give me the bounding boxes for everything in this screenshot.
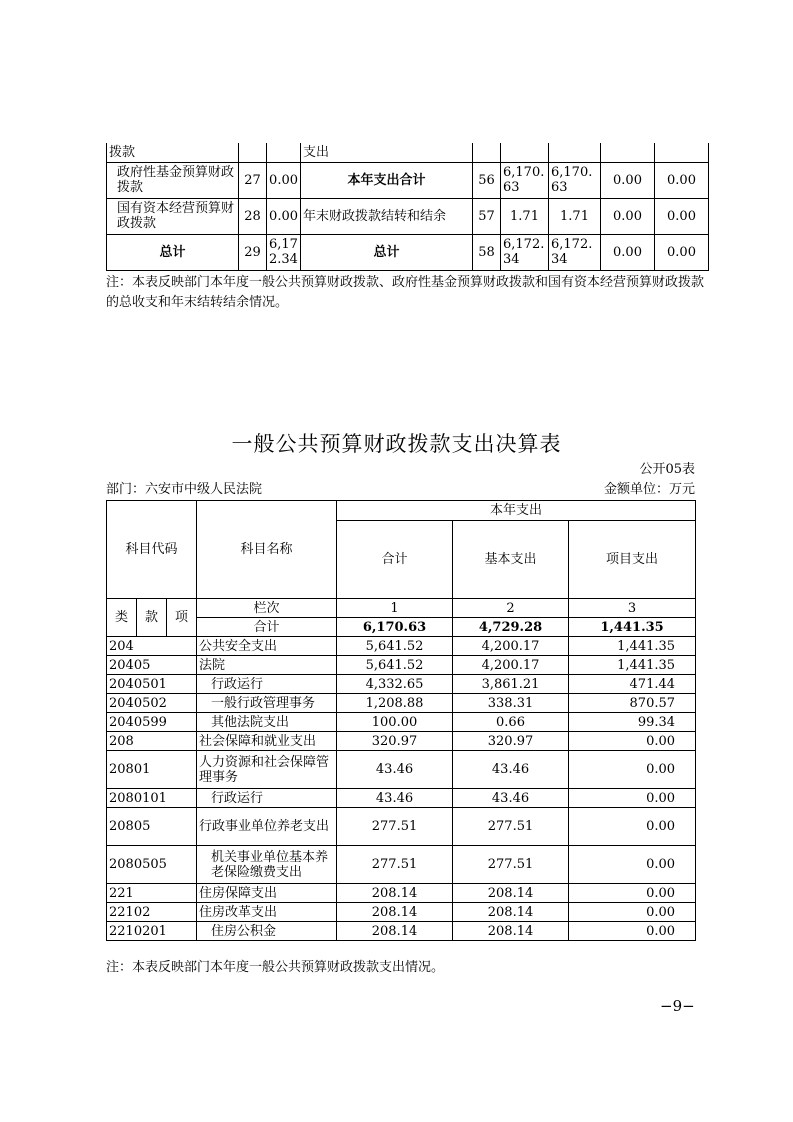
row-code: 2080505 [107,846,197,884]
page-number: −9− [660,997,695,1015]
income-expense-summary-table [106,143,709,271]
cell-value [549,143,601,162]
department-label: 部门：六安市中级人民法院 [106,482,263,497]
cell-value: 0.00 [655,198,709,234]
row-basic: 338.31 [453,694,569,713]
header-total: 合计 [337,521,453,599]
cell-value: 6,170.63 [549,162,601,198]
table-row [107,675,696,694]
row-label: 总计 [107,234,239,270]
row-total: 4,332.65 [337,675,453,694]
row-label: 国有资本经营预算财政拨款 [107,198,239,234]
form-number: 公开05表 [639,462,695,477]
row-total: 5,641.52 [337,637,453,656]
row-name: 公共安全支出 [197,637,337,656]
table-row [107,732,696,751]
top-table-note [106,273,706,313]
cell-value: 0.00 [267,198,301,234]
header-name: 科目名称 [197,501,337,599]
cell-value: 0.00 [267,162,301,198]
table-row [107,922,696,941]
cell-value: 6,172.34 [549,234,601,270]
row-basic: 43.46 [453,789,569,808]
cell-value: 0.00 [655,234,709,270]
page-title: 一般公共预算财政拨款支出决算表 [231,432,562,456]
cell-value: 0.00 [601,198,655,234]
header-column-no: 栏次 [197,599,337,618]
col-2: 2 [453,599,569,618]
row-code: 2040502 [107,694,197,713]
row-code: 20801 [107,751,197,789]
row-number [473,143,501,162]
row-total: 43.46 [337,751,453,789]
table-row [107,903,696,922]
col-3: 3 [569,599,696,618]
cell-value: 1.71 [501,198,549,234]
cell-value [601,143,655,162]
row-total: 208.14 [337,922,453,941]
unit-label: 金额单位：万元 [603,482,695,497]
row-basic: 208.14 [453,922,569,941]
table-row [107,808,696,846]
row-label: 支出 [301,143,473,162]
row-code: 208 [107,732,197,751]
note-line: 的总收支和年末结转结余情况。 [106,295,289,310]
sum-basic: 4,729.28 [453,618,569,637]
row-project: 0.00 [569,903,696,922]
row-name: 机关事业单位基本养老保险缴费支出 [197,846,337,884]
row-project: 0.00 [569,922,696,941]
note-line: 注：本表反映部门本年度一般公共预算财政拨款、政府性基金预算财政拨款和国有资本经营预算财政拨款 [106,275,705,290]
row-code: 22102 [107,903,197,922]
cell-value: 6,172.34 [267,234,301,270]
row-total: 320.97 [337,732,453,751]
row-basic: 208.14 [453,884,569,903]
row-code: 20805 [107,808,197,846]
row-project: 0.00 [569,884,696,903]
row-number: 29 [239,234,267,270]
row-total: 43.46 [337,789,453,808]
row-code: 20405 [107,656,197,675]
row-name: 行政运行 [197,675,337,694]
header-project: 项目支出 [569,521,696,599]
row-number: 27 [239,162,267,198]
row-project: 0.00 [569,789,696,808]
cell-value: 0.00 [601,234,655,270]
table-row [107,198,709,234]
row-label: 政府性基金预算财政拨款 [107,162,239,198]
sum-total: 6,170.63 [337,618,453,637]
table-row [107,846,696,884]
row-code: 2080101 [107,789,197,808]
row-name: 行政事业单位养老支出 [197,808,337,846]
table-row [107,143,709,162]
row-total: 277.51 [337,846,453,884]
row-name: 其他法院支出 [197,713,337,732]
row-basic: 0.66 [453,713,569,732]
table-row [107,751,696,789]
row-project: 99.34 [569,713,696,732]
cell-value: 1.71 [549,198,601,234]
row-code: 2040501 [107,675,197,694]
header-xiang: 项 [167,599,197,637]
row-label: 本年支出合计 [301,162,473,198]
row-project: 870.57 [569,694,696,713]
row-basic: 4,200.17 [453,656,569,675]
table-row [107,713,696,732]
cell-value: 6,170.63 [501,162,549,198]
header-row [107,501,696,521]
row-project: 0.00 [569,732,696,751]
table-row [107,789,696,808]
table-row [107,694,696,713]
row-name: 住房保障支出 [197,884,337,903]
row-total: 208.14 [337,903,453,922]
row-project: 471.44 [569,675,696,694]
row-project: 0.00 [569,846,696,884]
main-table-note: 注：本表反映部门本年度一般公共预算财政拨款支出情况。 [106,960,445,975]
row-label: 年末财政拨款结转和结余 [301,198,473,234]
row-basic: 277.51 [453,808,569,846]
header-lei: 类 [107,599,137,637]
header-code: 科目代码 [107,501,197,599]
cell-value [501,143,549,162]
row-total: 1,208.88 [337,694,453,713]
row-basic: 320.97 [453,732,569,751]
row-name: 社会保障和就业支出 [197,732,337,751]
row-name: 住房改革支出 [197,903,337,922]
row-basic: 208.14 [453,903,569,922]
row-number: 58 [473,234,501,270]
cell-value [655,143,709,162]
table-row [107,884,696,903]
row-total: 100.00 [337,713,453,732]
sum-project: 1,441.35 [569,618,696,637]
sum-label: 合计 [197,618,337,637]
row-code: 2210201 [107,922,197,941]
row-label: 拨款 [107,143,239,162]
table-row [107,637,696,656]
header-row [107,599,696,618]
col-1: 1 [337,599,453,618]
row-project: 0.00 [569,751,696,789]
row-number: 57 [473,198,501,234]
row-total: 208.14 [337,884,453,903]
row-number [239,143,267,162]
row-basic: 3,861.21 [453,675,569,694]
table-row [107,234,709,270]
row-name: 住房公积金 [197,922,337,941]
row-name: 一般行政管理事务 [197,694,337,713]
table-row [107,162,709,198]
row-label: 总计 [301,234,473,270]
row-number: 56 [473,162,501,198]
cell-value: 0.00 [655,162,709,198]
row-project: 1,441.35 [569,637,696,656]
header-this-year: 本年支出 [337,501,696,521]
row-name: 法院 [197,656,337,675]
row-basic: 277.51 [453,846,569,884]
row-basic: 43.46 [453,751,569,789]
row-code: 2040599 [107,713,197,732]
row-total: 5,641.52 [337,656,453,675]
row-project: 0.00 [569,808,696,846]
cell-value: 0.00 [601,162,655,198]
table-row [107,656,696,675]
row-project: 1,441.35 [569,656,696,675]
row-total: 277.51 [337,808,453,846]
expenditure-table [106,500,696,941]
header-basic: 基本支出 [453,521,569,599]
cell-value [267,143,301,162]
header-kuan: 款 [137,599,167,637]
row-basic: 4,200.17 [453,637,569,656]
row-name: 行政运行 [197,789,337,808]
row-code: 221 [107,884,197,903]
row-number: 28 [239,198,267,234]
row-code: 204 [107,637,197,656]
row-name: 人力资源和社会保障管理事务 [197,751,337,789]
cell-value: 6,172.34 [501,234,549,270]
